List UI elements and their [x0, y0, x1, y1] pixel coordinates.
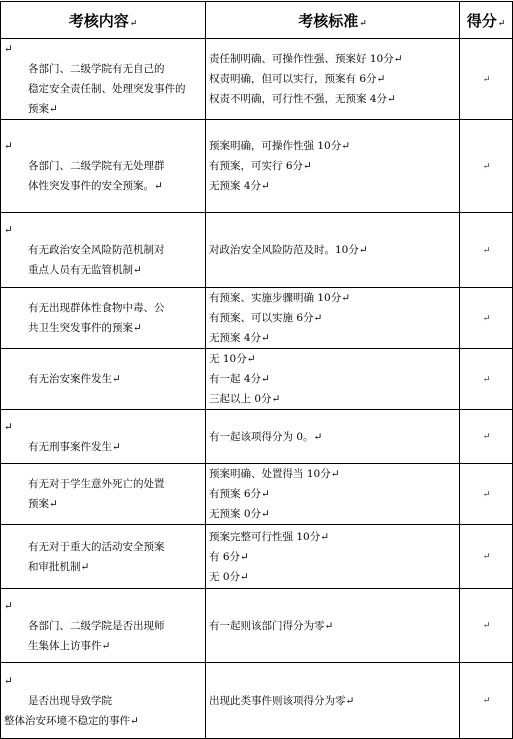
- content-line: 各部门、二级学院是否出现师: [28, 619, 165, 632]
- standard-line: 有预案、实施步骤明确 10分↵: [209, 292, 350, 304]
- content-line: ↵: [4, 674, 13, 687]
- paragraph-mark: ↵: [482, 552, 491, 562]
- standard-line: 预案明确，可操作性强 10分↵: [209, 140, 350, 152]
- content-line: 和审批机制↵: [28, 560, 90, 573]
- assessment-standard-cell: [206, 410, 460, 464]
- assessment-content-cell: [1, 120, 206, 213]
- standard-line: 无 10分↵: [209, 353, 256, 365]
- standard-line: 出现此类事件则该项得分为零↵: [209, 694, 355, 707]
- header-standard: 考核标准↵: [206, 2, 460, 39]
- content-line: 体性突发事件的安全预案。↵: [28, 180, 163, 192]
- content-line: 预案↵: [28, 498, 58, 510]
- paragraph-mark: ↵: [482, 621, 491, 631]
- content-line: 整体治安环境不稳定的事件↵: [4, 714, 139, 727]
- table-row: [1, 39, 513, 120]
- standard-line: 预案完整可行性强 10分↵: [209, 530, 329, 543]
- assessment-standard-cell: [206, 288, 460, 349]
- content-line: 各部门、二级学院有无自己的: [28, 63, 165, 75]
- assessment-content-cell: [1, 213, 206, 288]
- table-row: [1, 410, 513, 464]
- paragraph-mark: ↵: [482, 489, 491, 500]
- assessment-standard-cell: [206, 120, 460, 213]
- content-line: 有无出现群体性食物中毒、公: [28, 302, 165, 314]
- standard-line: 有一起 4分↵: [209, 373, 270, 385]
- header-content: 考核内容↵: [1, 2, 206, 39]
- assessment-standard-cell: [206, 663, 460, 739]
- table-row: [1, 120, 513, 213]
- paragraph-mark: ↵: [482, 161, 491, 172]
- standard-line: 有 6分↵: [209, 550, 249, 563]
- assessment-content-cell: [1, 288, 206, 349]
- content-line: ↵: [4, 599, 13, 612]
- content-line: 生集体上访事件↵: [28, 639, 111, 652]
- content-line: 有无政治安全风险防范机制对: [28, 244, 165, 256]
- content-line: 稳定安全责任制、处理突发事件的: [28, 83, 186, 95]
- standard-line: 无 0分↵: [209, 570, 249, 583]
- table-row: [1, 525, 513, 589]
- content-line: 有无治安案件发生↵: [28, 373, 121, 385]
- content-line: 重点人员有无监管机制↵: [28, 264, 142, 276]
- content-line: 有无对于重大的活动安全预案: [28, 540, 165, 553]
- assessment-standard-cell: [206, 464, 460, 525]
- score-cell[interactable]: [460, 410, 513, 464]
- assessment-content-cell: [1, 39, 206, 120]
- assessment-standard-cell: [206, 589, 460, 663]
- assessment-content-cell: [1, 410, 206, 464]
- content-line: 有无刑事案件发生↵: [28, 440, 121, 453]
- assessment-standard-cell: [206, 39, 460, 120]
- table-row: [1, 663, 513, 739]
- standard-line: 对政治安全风险防范及时。10分↵: [209, 244, 368, 256]
- standard-line: 责任制明确、可操作性强、预案好 10分↵: [209, 53, 403, 65]
- standard-line: 预案明确、处置得当 10分↵: [209, 468, 340, 480]
- header-score: 得分↵: [460, 2, 513, 39]
- assessment-content-cell: [1, 589, 206, 663]
- score-cell[interactable]: [460, 663, 513, 739]
- standard-line: 有一起该项得分为 0。↵: [209, 430, 323, 443]
- paragraph-mark: ↵: [482, 74, 491, 85]
- content-line: ↵: [4, 224, 13, 236]
- header-row: [1, 2, 513, 39]
- standard-line: 权责明确，但可以实行，预案有 6分↵: [209, 73, 386, 85]
- score-cell[interactable]: [460, 464, 513, 525]
- table-row: [1, 349, 513, 410]
- standard-line: 有预案、可以实施 6分↵: [209, 312, 323, 324]
- score-cell[interactable]: [460, 120, 513, 213]
- content-line: 预案↵: [28, 103, 58, 115]
- assessment-table: [0, 1, 513, 739]
- score-cell[interactable]: [460, 213, 513, 288]
- standard-line: 有预案，可实行 6分↵: [209, 160, 312, 172]
- assessment-content-cell: [1, 663, 206, 739]
- score-cell[interactable]: [460, 288, 513, 349]
- content-line: 各部门、二级学院有无处理群: [28, 160, 165, 172]
- score-cell[interactable]: [460, 39, 513, 120]
- assessment-content-cell: [1, 525, 206, 589]
- table-row: [1, 589, 513, 663]
- score-cell[interactable]: [460, 349, 513, 410]
- standard-line: 有预案 6分↵: [209, 488, 270, 500]
- paragraph-mark: ↵: [482, 432, 491, 442]
- table-row: [1, 288, 513, 349]
- standard-line: 无预案 4分↵: [209, 332, 270, 344]
- paragraph-mark: ↵: [482, 374, 491, 385]
- standard-line: 权责不明确，可行性不强，无预案 4分↵: [209, 93, 396, 105]
- paragraph-mark: ↵: [482, 696, 491, 706]
- table-row: [1, 464, 513, 525]
- content-line: ↵: [4, 43, 13, 55]
- content-line: 是否出现导致学院: [28, 694, 112, 707]
- assessment-standard-cell: [206, 525, 460, 589]
- assessment-content-cell: [1, 349, 206, 410]
- assessment-standard-cell: [206, 213, 460, 288]
- content-line: 有无对于学生意外死亡的处置: [28, 478, 165, 490]
- score-cell[interactable]: [460, 589, 513, 663]
- content-line: ↵: [4, 420, 13, 433]
- paragraph-mark: ↵: [482, 313, 491, 324]
- standard-line: 有一起则该部门得分为零↵: [209, 619, 334, 632]
- standard-line: 三起以上 0分↵: [209, 393, 281, 405]
- assessment-content-cell: [1, 464, 206, 525]
- score-cell[interactable]: [460, 525, 513, 589]
- content-line: 共卫生突发事件的预案↵: [28, 322, 142, 334]
- assessment-standard-cell: [206, 349, 460, 410]
- paragraph-mark: ↵: [482, 245, 491, 256]
- content-line: ↵: [4, 140, 13, 152]
- table-row: [1, 213, 513, 288]
- standard-line: 无预案 4分↵: [209, 180, 270, 192]
- standard-line: 无预案 0分↵: [209, 508, 270, 520]
